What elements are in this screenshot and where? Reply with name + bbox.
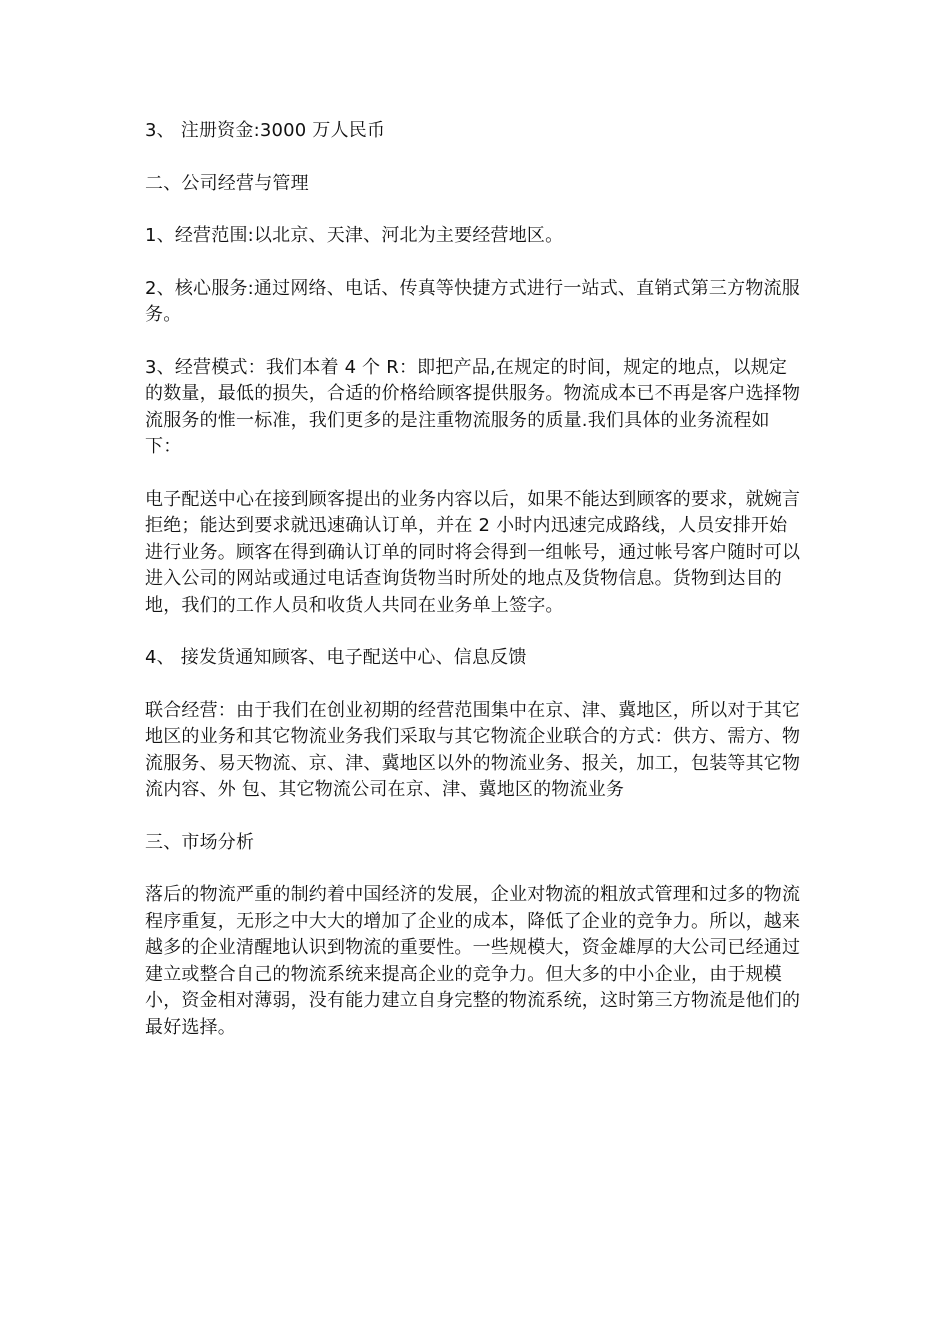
heading-operation-management: 二、公司经营与管理 [145,172,309,194]
paragraph-business-scope: 1、经营范围:以北京、天津、河北为主要经营地区。 [145,225,564,246]
paragraph-core-service: 2、核心服务:通过网络、电话、传真等快捷方式进行一站式、直销式第三方物流服务。 [145,277,800,325]
paragraph-market-analysis: 落后的物流严重的制约着中国经济的发展，企业对物流的粗放式管理和过多的物流程序重复，无形之中大大的增加了企业的成本，降低了企业的竞争力。所以，越来越多的企业清醒地认识到物流的重要性。一些规模大，资金雄厚的大公司已经通过建立或整合自己的物流系统来提高企业的竞争力。但大多的中小企业，由于规模小，资金相对薄弱，没有能力建立自身完整的物流系统，这时第三方物流是他们的最好选择。 [145,884,801,1038]
paragraph-business-model: 3、经营模式：我们本着 4 个 R：即把产品,在规定的时间，规定的地点，以规定的数量，最低的损失，合适的价格给顾客提供服务。物流成本已不再是客户选择物流服务的惟一标准，我们更多的是注重物流服务的质量.我们具体的业务流程如下： [145,356,801,457]
paragraph-workflow: 电子配送中心在接到顾客提出的业务内容以后，如果不能达到顾客的要求，就婉言拒绝；能达到要求就迅速确认订单，并在 2 小时内迅速完成路线，人员安排开始进行业务。顾客在得到确认订单的同时将会得到一组帐号，通过帐号客户随时可以进入公司的网站或通过电话查询货物当时所处的地点及货物信息。货物到达目的地，我们的工作人员和收货人共同在业务单上签字。 [145,488,801,616]
paragraph-joint-operation: 联合经营：由于我们在创业初期的经营范围集中在京、津、冀地区，所以对于其它地区的业务和其它物流业务我们采取与其它物流企业联合的方式：供方、需方、物流服务、易天物流、京、津、冀地区以外的物流业务、报关，加工，包装等其它物流内容、外 包、其它物流公司在京、津、冀地区的物流业务 [145,699,801,800]
heading-market-analysis: 三、市场分析 [145,831,255,853]
document-body [145,118,805,1041]
paragraph-notification: 4、 接发货通知顾客、电子配送中心、信息反馈 [145,647,527,668]
paragraph-registered-capital: 3、 注册资金:3000 万人民币 [145,120,386,141]
